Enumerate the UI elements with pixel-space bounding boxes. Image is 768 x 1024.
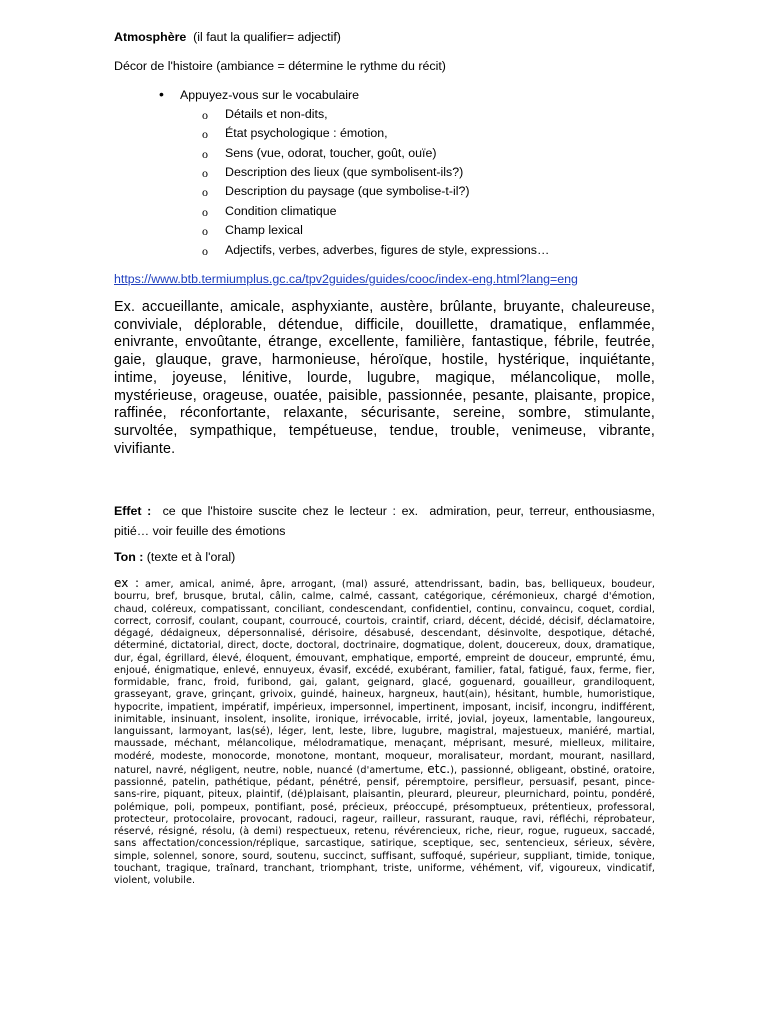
bullet-marker: •: [159, 86, 164, 102]
sub-item-marker: o: [202, 205, 208, 219]
bullet-label: Appuyez-vous sur le vocabulaire: [180, 88, 360, 102]
ton-words-part2: ), passionné, obligeant, obstiné, oratoire, passionné, patelin, pathétique, pédant, pénétré, pensif, péremptoire, persifleur, persuasif, pesant, pince-sans-rire, piquant, piteux, plaintif, (dé)plaisant, plaisantin, pleurard, pleureur, pleurnichard, pointu, pondéré, polémique, poli, pompeux, pontifiant, posé, précieux, préoccupé, présomptueux, prétentieux, professoral, protecteur, protocolaire, provocant, radouci, rageur, railleur, rassurant, rauque, ravi, réfléchi, réprobateur, réservé, résigné, résolu, (à demi) respectueux, retenu, révérencieux, riche, rieur, rogue, rugueux, saccadé, sans affectation/concession/réplique, sarcastique, satirique, sceptique, sec, sentencieux, sérieux, sévère, simple, solennel, sonore, sourd, soutenu, succinct, suffisant, suffoqué, supérieur, suppliant, timide, tonique, touchant, tragique, traînard, tranchant, triomphant, triste, uniforme, véhément, vif, vigoureux, vindicatif, violent, volubile.: [114, 764, 655, 886]
sub-item: État psychologique : émotion,: [225, 126, 388, 140]
atmosphere-note: (il faut la qualifier= adjectif): [186, 30, 341, 44]
atmosphere-adjectives: Ex. accueillante, amicale, asphyxiante, austère, brûlante, bruyante, chaleureuse, conviviale, déplorable, détendue, difficile, douillette, dramatique, enflammée, enivrante, envoûtante, étrange, excellente, familière, fantastique, fébrile, feutrée, gaie, glauque, grave, harmonieuse, héroïque, hostile, hystérique, inquiétante, intime, joyeuse, lénitive, lourde, lugubre, magique, mélancolique, molle, mystérieuse, orageuse, ouatée, paisible, passionnée, pesante, plaisante, propice, raffinée, réconfortante, relaxante, sécurisante, sereine, sombre, stimulante, survoltée, sympathique, tempétueuse, tendue, trouble, venimeuse, vibrante, vivifiante.: [114, 299, 655, 457]
sub-item-marker: o: [202, 244, 208, 258]
sub-item-marker: o: [202, 185, 208, 199]
sub-item: Description des lieux (que symbolisent-ils?): [225, 165, 464, 179]
ton-note: (texte et à l'oral): [143, 550, 236, 564]
termium-link[interactable]: https://www.btb.termiumplus.gc.ca/tpv2guides/guides/cooc/index-eng.html?lang=eng: [114, 272, 578, 286]
sub-item-marker: o: [202, 166, 208, 180]
ton-heading: [114, 549, 235, 565]
sub-item-marker: o: [202, 127, 208, 141]
ton-words: [114, 577, 655, 887]
effet-paragraph: [114, 501, 659, 541]
ton-title: Ton :: [114, 550, 144, 564]
effet-title: Effet :: [114, 504, 152, 518]
ton-words-part1: amer, amical, animé, âpre, arrogant, (mal) assuré, attendrissant, badin, bas, belliqueux, boudeur, bourru, bref, brusque, brutal, câlin, calme, calmé, cassant, catégorique, cérémonieux, chargé d'émotion, chaud, coléreux, compatissant, conciliant, condescendant, confidentiel, continu, convaincu, coquet, cordial, correct, corrosif, coulant, coupant, courroucé, courtois, craintif, criard, décent, décidé, décisif, déclamatoire, dégagé, dédaigneux, dépersonnalisé, dérisoire, désabusé, descendant, désinvolte, despotique, détaché, déterminé, dictatorial, direct, docte, doctoral, doctrinaire, dogmatique, dolent, doucereux, doux, dramatique, dur, égal, égrillard, élevé, éloquent, émouvant, emphatique, emporté, empreint de douceur, emprunté, ému, enjoué, énigmatique, enlevé, ennuyeux, évasif, excédé, exubérant, familier, fatal, fatigué, faux, ferme, fier, formidable, franc, froid, furibond, gai, galant, geignard, glacé, goguenard, gouailleur, grandiloquent, grasseyant, grave, grinçant, grivoix, guindé, haineux, hargneux, haut(ain), hésitant, humble, humoristique, hypocrite, impatient, impératif, impérieux, impersonnel, impertinent, imposant, incisif, incongru, indifférent, inimitable, insinuant, insolent, insolite, ironique, irrévocable, irrité, jovial, joyeux, lamentable, langoureux, languissant, larmoyant, las(sé), léger, lent, leste, libre, lugubre, magistral, majestueux, maniéré, martial, maussade, méchant, mélancolique, mélodramatique, menaçant, méprisant, mesuré, mielleux, militaire, modéré, modeste, monocorde, monotone, montant, moqueur, moralisateur, mordant, mourant, nasillard, naturel, navré, négligent, neutre, noble, nuancé (d'amertume,: [114, 579, 655, 776]
sub-item-marker: o: [202, 224, 208, 238]
sub-item: Condition climatique: [225, 204, 337, 218]
ton-ex-label: ex :: [114, 576, 140, 590]
atmosphere-title: Atmosphère: [114, 30, 187, 44]
sub-item: Description du paysage (que symbolise-t-il?): [225, 184, 470, 198]
ton-etc: etc.: [427, 761, 451, 776]
decor-line: Décor de l'histoire (ambiance = détermine le rythme du récit): [114, 59, 446, 73]
effet-text: ce que l'histoire suscite chez le lecteur : ex. admiration, peur, terreur, enthousiasme, pitié… voir feuille des émotions: [114, 504, 659, 538]
sub-item: Adjectifs, verbes, adverbes, figures de style, expressions…: [225, 243, 550, 257]
sub-item: Sens (vue, odorat, toucher, goût, ouïe): [225, 146, 437, 160]
atmosphere-heading: [114, 29, 341, 45]
sub-item: Détails et non-dits,: [225, 107, 328, 121]
sub-item-marker: o: [202, 147, 208, 161]
sub-item-marker: o: [202, 108, 208, 122]
sub-item: Champ lexical: [225, 223, 303, 237]
